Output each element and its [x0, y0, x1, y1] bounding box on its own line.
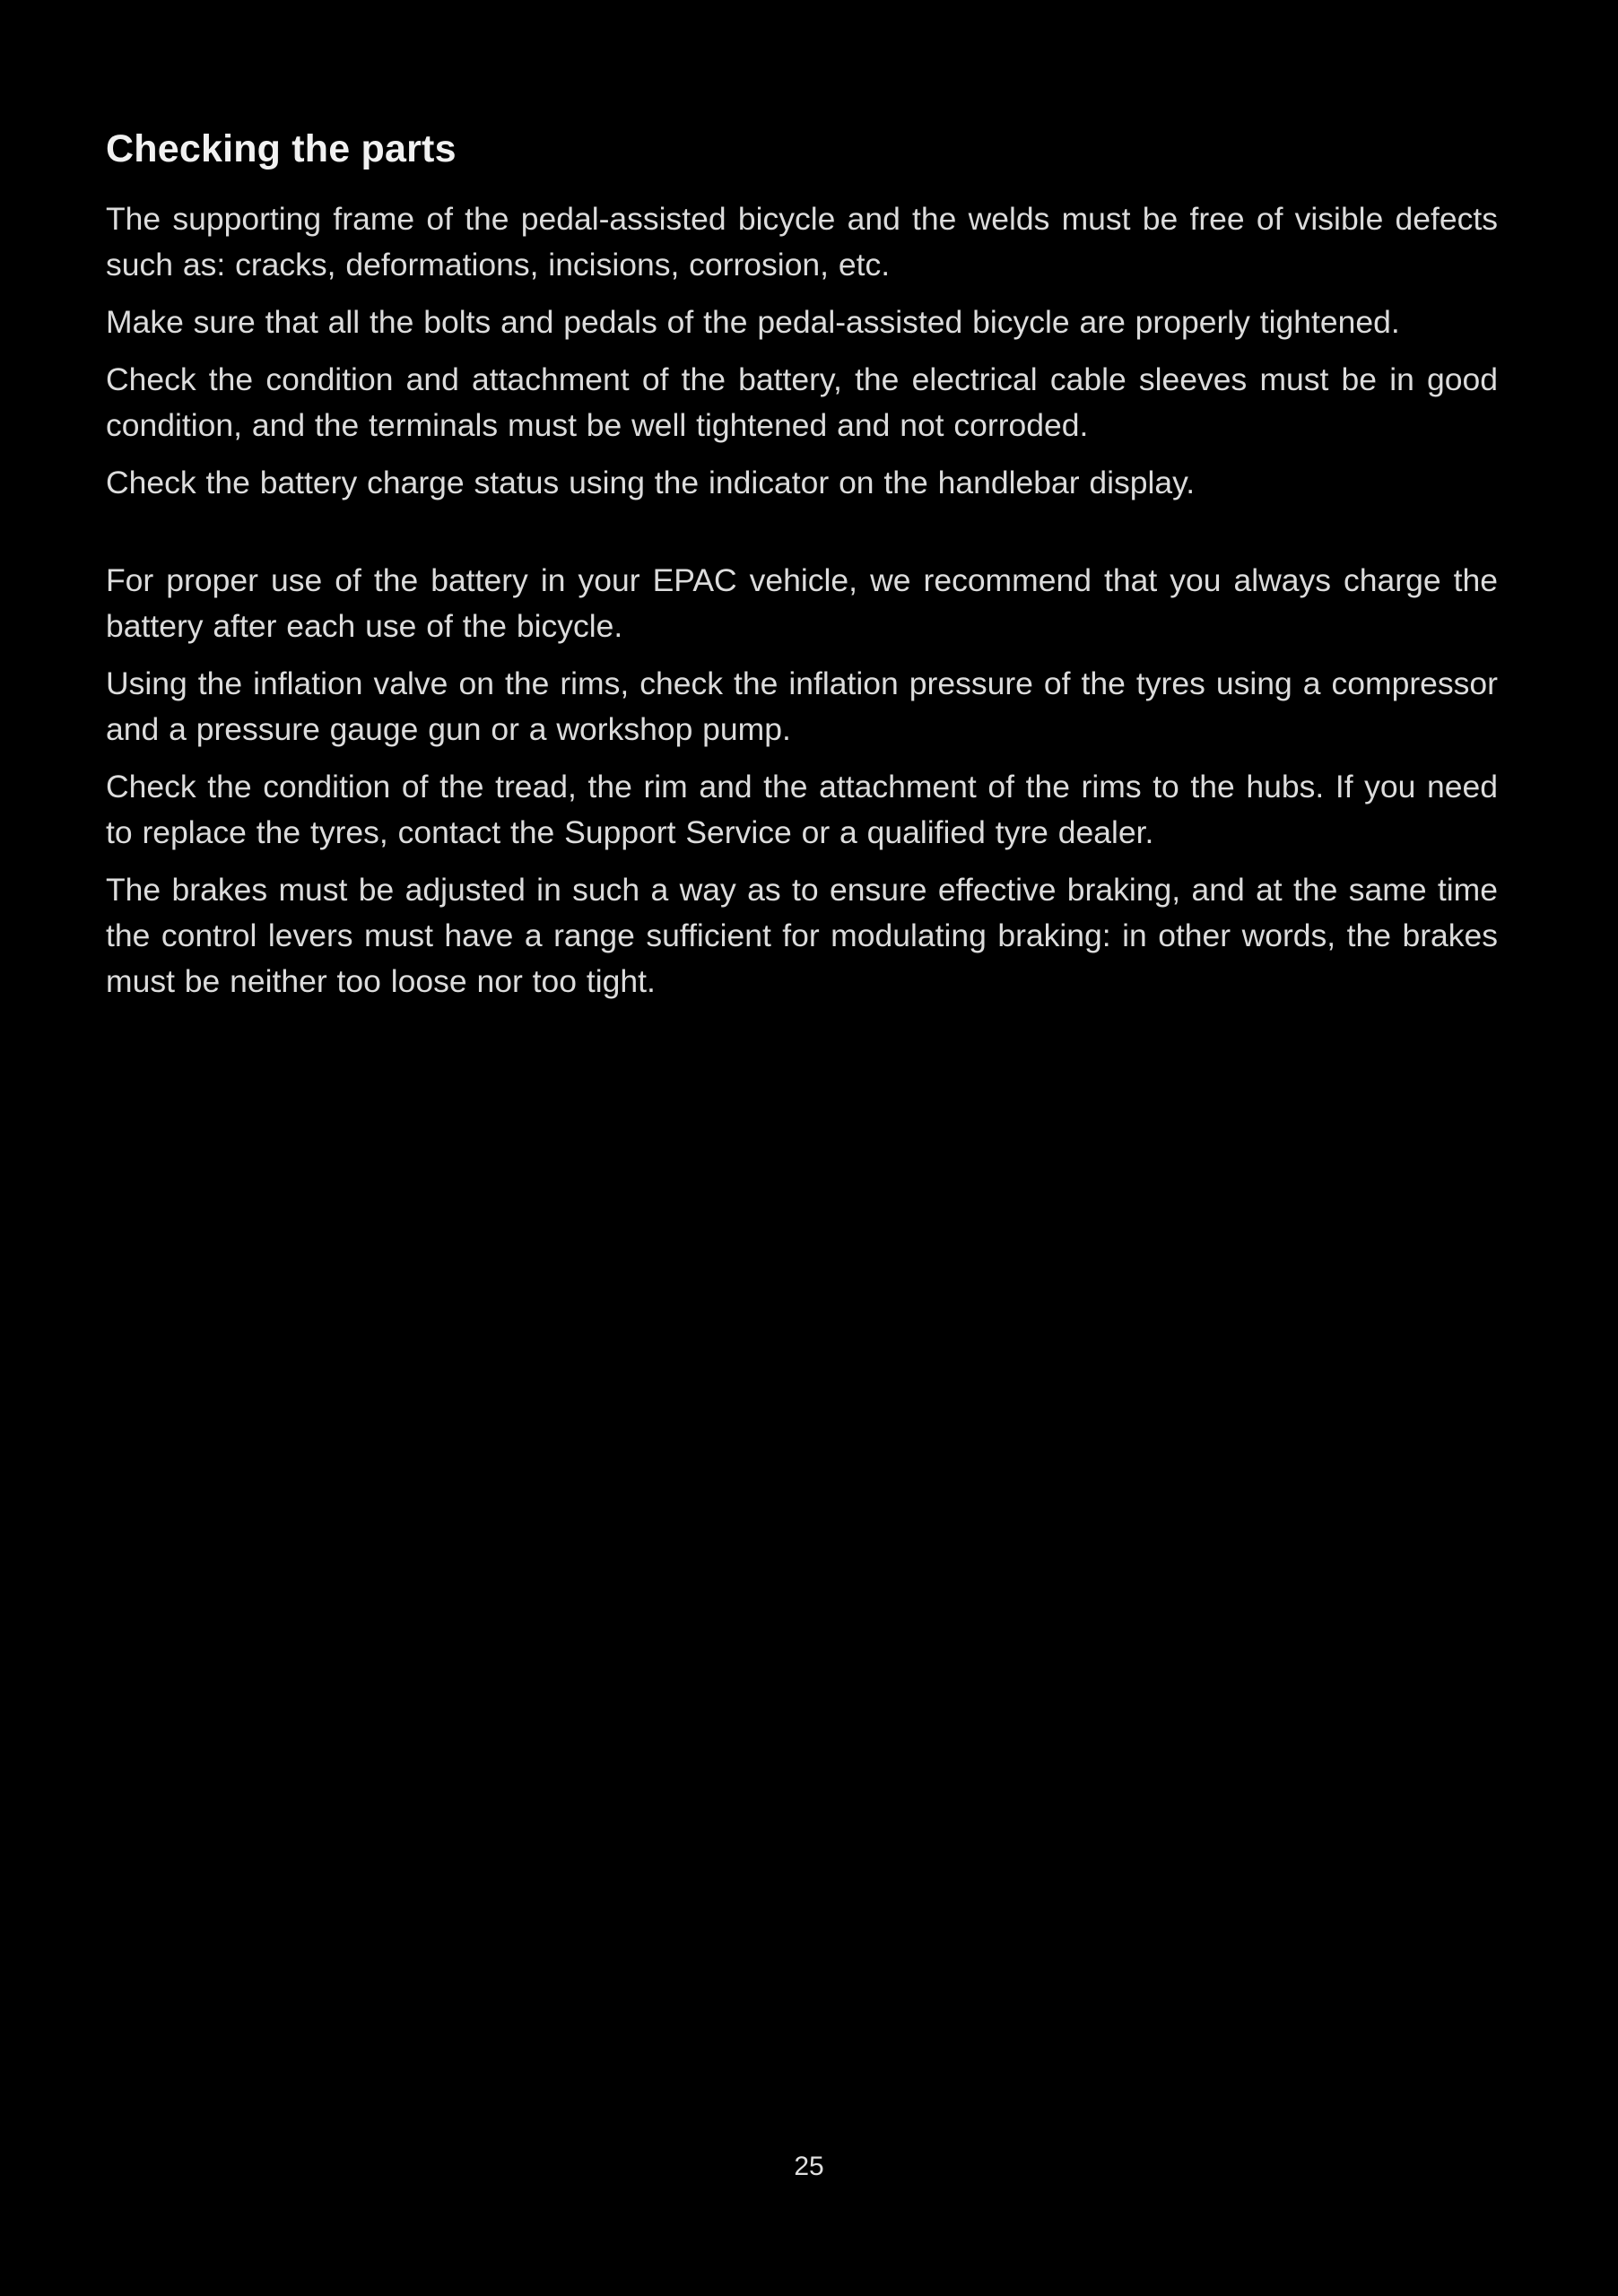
- paragraph-bolts-pedals: Make sure that all the bolts and pedals of the pedal-assisted bicycle are properly tightened.: [106, 304, 1400, 340]
- paragraph-frame-welds: The supporting frame of the pedal-assisted bicycle and the welds must be free of visible defects such as: cracks, deformations, incisions, corrosion, etc.: [106, 201, 1498, 283]
- paragraph-tread-rims: Check the condition of the tread, the rim and the attachment of the rims to the hubs. If you need to replace the tyres, contact the Support Service or a qualified tyre dealer.: [106, 769, 1498, 850]
- paragraph-brakes-adjustment: The brakes must be adjusted in such a way as to ensure effective braking, and at the same time the control levers must have a range sufficient for modulating braking: in other words, the brakes must be neither too loose nor too tight.: [106, 872, 1498, 999]
- paragraph-battery-proper-use: For proper use of the battery in your EPAC vehicle, we recommend that you always charge the battery after each use of the bicycle.: [106, 562, 1498, 644]
- paragraph-battery-condition: Check the condition and attachment of the battery, the electrical cable sleeves must be in good condition, and the terminals must be well tightened and not corroded.: [106, 361, 1498, 443]
- page-content: [106, 126, 1498, 1016]
- paragraph-tyre-pressure: Using the inflation valve on the rims, check the inflation pressure of the tyres using a compressor and a pressure gauge gun or a workshop pump.: [106, 665, 1498, 747]
- paragraph-battery-charge-status: Check the battery charge status using the indicator on the handlebar display.: [106, 465, 1196, 500]
- page-footer: [0, 2151, 1618, 2183]
- page-number: 25: [794, 2152, 824, 2181]
- section-heading: Checking the parts: [106, 127, 457, 170]
